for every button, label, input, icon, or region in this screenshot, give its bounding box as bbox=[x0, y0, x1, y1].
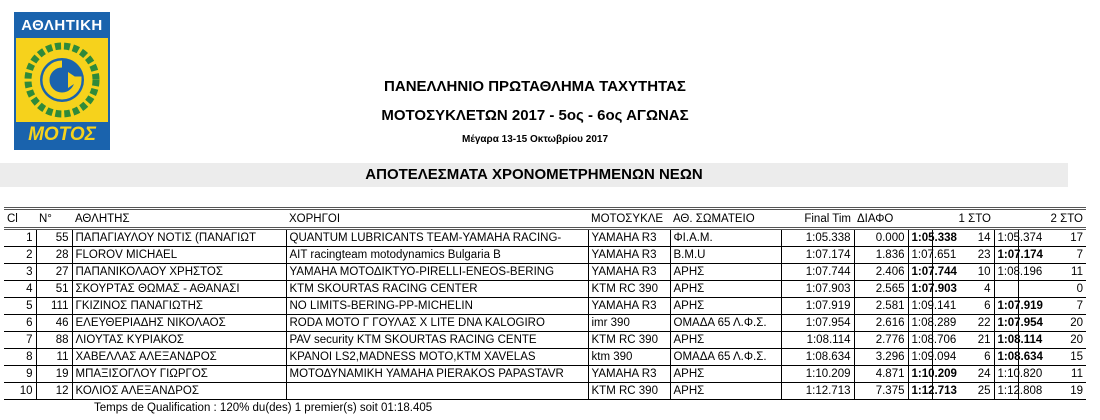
cell-sponsors: KTM SKOURTAS RACING CENTER bbox=[286, 281, 588, 298]
cell-final-time: 1:12.713 bbox=[781, 383, 854, 400]
cell-lap2-time: 1:07.919 bbox=[994, 298, 1018, 315]
cell-lap1-count: 23 bbox=[932, 247, 994, 264]
cell-race-number: 46 bbox=[36, 315, 72, 332]
cell-athlete: ΜΠΑΞΙΣΟΓΛΟΥ ΓΙΩΡΓΟΣ bbox=[72, 366, 286, 383]
col-header-final-time: Final Tim bbox=[781, 209, 854, 229]
cell-lap2-time: 1:05.374 bbox=[994, 229, 1018, 247]
cell-lap1-time: 1:09.141 bbox=[908, 298, 932, 315]
cell-lap1-count: 10 bbox=[932, 264, 994, 281]
logo-top-text: ΑΘΛΗΤΙΚΗ bbox=[16, 14, 108, 38]
table-row bbox=[4, 298, 1086, 315]
cell-diff: 1.836 bbox=[854, 247, 908, 264]
cell-motorcycle: YAMAHA R3 bbox=[588, 264, 670, 281]
cell-lap2-time: 1:07.954 bbox=[994, 315, 1018, 332]
cell-final-time: 1:07.174 bbox=[781, 247, 854, 264]
cell-lap2-count: 11 bbox=[1018, 264, 1086, 281]
cell-club: ΦΙ.Α.Μ. bbox=[670, 229, 781, 247]
cell-motorcycle: imr 390 bbox=[588, 315, 670, 332]
cell-lap2-count: 17 bbox=[1018, 229, 1086, 247]
cell-lap1-count: 6 bbox=[932, 298, 994, 315]
col-header-athlete: ΑΘΛΗΤΗΣ bbox=[72, 209, 286, 229]
cell-lap1-time: 1:08.706 bbox=[908, 332, 932, 349]
cell-motorcycle: YAMAHA R3 bbox=[588, 366, 670, 383]
cell-final-time: 1:07.954 bbox=[781, 315, 854, 332]
results-table bbox=[4, 207, 1086, 400]
cell-motorcycle: KTM RC 390 bbox=[588, 332, 670, 349]
cell-lap1-time: 1:07.744 bbox=[908, 264, 932, 281]
cell-race-number: 55 bbox=[36, 229, 72, 247]
cell-race-number: 19 bbox=[36, 366, 72, 383]
cell-club: ΑΡΗΣ bbox=[670, 264, 781, 281]
col-header-diff: ΔΙΑΦΟ bbox=[854, 209, 908, 229]
cell-motorcycle: YAMAHA R3 bbox=[588, 229, 670, 247]
cell-athlete: ΕΛΕΥΘΕΡΙΑΔΗΣ ΝΙΚΟΛΑΟΣ bbox=[72, 315, 286, 332]
cell-lap2-count: 20 bbox=[1018, 315, 1086, 332]
cell-athlete: ΓΚΙΖΙΝΟΣ ΠΑΝΑΓΙΩΤΗΣ bbox=[72, 298, 286, 315]
cell-position: 4 bbox=[4, 281, 36, 298]
cell-position: 2 bbox=[4, 247, 36, 264]
cell-final-time: 1:07.919 bbox=[781, 298, 854, 315]
cell-diff: 4.871 bbox=[854, 366, 908, 383]
cell-lap2-time bbox=[994, 281, 1018, 298]
cell-diff: 2.565 bbox=[854, 281, 908, 298]
cell-lap1-time: 1:09.094 bbox=[908, 349, 932, 366]
cell-sponsors bbox=[286, 383, 588, 400]
cell-sponsors: YAMAHA ΜΟΤΟΔΙΚΤΥΟ-PIRELLI-ENEOS-BERING bbox=[286, 264, 588, 281]
cell-sponsors: ΚΡΑΝΟΙ LS2,MADNESS MOTO,KTM XAVELAS bbox=[286, 349, 588, 366]
col-header-lap1: 1 ΣΤΟ bbox=[908, 209, 994, 229]
cell-lap1-time: 1:07.903 bbox=[908, 281, 932, 298]
cell-lap2-count: 11 bbox=[1018, 366, 1086, 383]
cell-motorcycle: ktm 390 bbox=[588, 349, 670, 366]
cell-lap2-time: 1:07.174 bbox=[994, 247, 1018, 264]
table-row bbox=[4, 366, 1086, 383]
cell-athlete: ΚΟΛΙΟΣ ΑΛΕΞΑΝΔΡΟΣ bbox=[72, 383, 286, 400]
cell-final-time: 1:08.634 bbox=[781, 349, 854, 366]
cell-diff: 3.296 bbox=[854, 349, 908, 366]
cell-lap1-time: 1:12.713 bbox=[908, 383, 932, 400]
cell-sponsors: RODA MOTO Γ ΓΟΥΛΑΣ X LITE DNA KALOGIRO bbox=[286, 315, 588, 332]
cell-club: ΑΡΗΣ bbox=[670, 281, 781, 298]
col-header-cl: Cl bbox=[4, 209, 36, 229]
cell-lap2-time: 1:08.114 bbox=[994, 332, 1018, 349]
cell-final-time: 1:07.903 bbox=[781, 281, 854, 298]
cell-position: 6 bbox=[4, 315, 36, 332]
event-date: Μέγαρα 13-15 Οκτωβρίου 2017 bbox=[461, 134, 609, 145]
cell-position: 5 bbox=[4, 298, 36, 315]
cell-club: ΑΡΗΣ bbox=[670, 332, 781, 349]
table-row bbox=[4, 264, 1086, 281]
cell-lap1-count: 6 bbox=[932, 349, 994, 366]
cell-final-time: 1:07.744 bbox=[781, 264, 854, 281]
cell-club: B.M.U bbox=[670, 247, 781, 264]
cell-lap2-time: 1:08.196 bbox=[994, 264, 1018, 281]
table-row bbox=[4, 247, 1086, 264]
cell-lap1-count: 21 bbox=[932, 332, 994, 349]
cell-sponsors: AIT racingteam motodynamics Bulgaria B bbox=[286, 247, 588, 264]
cell-lap1-count: 14 bbox=[932, 229, 994, 247]
cell-race-number: 88 bbox=[36, 332, 72, 349]
cell-lap2-count: 15 bbox=[1018, 349, 1086, 366]
table-row bbox=[4, 332, 1086, 349]
cell-athlete: FLOROV MICHAEL bbox=[72, 247, 286, 264]
cell-lap1-time: 1:07.651 bbox=[908, 247, 932, 264]
table-row bbox=[4, 383, 1086, 400]
cell-sponsors: QUANTUM LUBRICANTS TEAM-YAMAHA RACING- bbox=[286, 229, 588, 247]
cell-athlete: ΠΑΠΑΝΙΚΟΛΑΟΥ ΧΡΗΣΤΟΣ bbox=[72, 264, 286, 281]
col-header-sponsors: ΧΟΡΗΓΟΙ bbox=[286, 209, 588, 229]
cell-position: 8 bbox=[4, 349, 36, 366]
cell-lap2-count: 0 bbox=[1018, 281, 1086, 298]
cell-lap1-count: 24 bbox=[932, 366, 994, 383]
cell-lap2-count: 7 bbox=[1018, 247, 1086, 264]
cell-position: 9 bbox=[4, 366, 36, 383]
cell-sponsors: ΜΟΤΟΔΥΝΑΜΙΚΗ YAMAHA PIERAKOS PAPASTAVR bbox=[286, 366, 588, 383]
cell-athlete: ΛΙΟΥΤΑΣ ΚΥΡΙΑΚΟΣ bbox=[72, 332, 286, 349]
cell-position: 1 bbox=[4, 229, 36, 247]
table-row bbox=[4, 315, 1086, 332]
cell-lap2-count: 7 bbox=[1018, 298, 1086, 315]
table-row bbox=[4, 349, 1086, 366]
cell-diff: 2.581 bbox=[854, 298, 908, 315]
cell-race-number: 27 bbox=[36, 264, 72, 281]
cell-club: ΟΜΑΔΑ 65 Λ.Φ.Σ. bbox=[670, 349, 781, 366]
cell-diff: 7.375 bbox=[854, 383, 908, 400]
cell-lap1-count: 25 bbox=[932, 383, 994, 400]
col-header-number: N° bbox=[36, 209, 72, 229]
table-header-row bbox=[4, 209, 1086, 229]
cell-diff: 2.776 bbox=[854, 332, 908, 349]
results-banner: ΑΠΟΤΕΛΕΣΜΑΤΑ ΧΡΟΝΟΜΕΤΡΗΜΕΝΩΝ ΝΕΩΝ bbox=[0, 163, 1068, 187]
cell-position: 7 bbox=[4, 332, 36, 349]
page-title-line2: ΜΟΤΟΣΥΚΛΕΤΩΝ 2017 - 5ος - 6ος ΑΓΩΝΑΣ bbox=[381, 107, 689, 124]
table-row bbox=[4, 281, 1086, 298]
page-title: ΠΑΝΕΛΛΗΝΙΟ ΠΡΩΤΑΘΛΗΜΑ ΤΑΧΥΤΗΤΑΣ bbox=[384, 78, 686, 95]
cell-motorcycle: KTM RC 390 bbox=[588, 281, 670, 298]
logo-bottom-text: ΜΟΤΟΣ bbox=[16, 122, 108, 148]
cell-motorcycle: YAMAHA R3 bbox=[588, 247, 670, 264]
cell-diff: 2.406 bbox=[854, 264, 908, 281]
cell-race-number: 51 bbox=[36, 281, 72, 298]
col-header-club: ΑΘ. ΣΩΜΑΤΕΙΟ bbox=[670, 209, 781, 229]
cell-sponsors: PAV security KTM SKOURTAS RACING CENTE bbox=[286, 332, 588, 349]
cell-diff: 2.616 bbox=[854, 315, 908, 332]
cell-race-number: 28 bbox=[36, 247, 72, 264]
qualification-note: Temps de Qualification : 120% du(des) 1 premier(s) soit 01:18.405 bbox=[94, 402, 433, 414]
cell-diff: 0.000 bbox=[854, 229, 908, 247]
table-row bbox=[4, 229, 1086, 247]
cell-motorcycle: KTM RC 390 bbox=[588, 383, 670, 400]
cell-race-number: 12 bbox=[36, 383, 72, 400]
cell-final-time: 1:08.114 bbox=[781, 332, 854, 349]
cell-lap1-time: 1:10.209 bbox=[908, 366, 932, 383]
cell-club: ΑΡΗΣ bbox=[670, 366, 781, 383]
col-header-lap2: 2 ΣΤΟ bbox=[994, 209, 1086, 229]
cell-athlete: ΠΑΠΑΓΙΑΥΛΟΥ ΝΟΤΙΣ (ΠΑΝΑΓΙΩΤ bbox=[72, 229, 286, 247]
cell-lap2-time: 1:12.808 bbox=[994, 383, 1018, 400]
cell-athlete: ΣΚΟΥΡΤΑΣ ΘΩΜΑΣ - ΑΘΑΝΑΣΙ bbox=[72, 281, 286, 298]
cell-sponsors: NO LIMITS-BERING-PP-MICHELIN bbox=[286, 298, 588, 315]
cell-final-time: 1:10.209 bbox=[781, 366, 854, 383]
cell-lap1-count: 4 bbox=[932, 281, 994, 298]
cell-final-time: 1:05.338 bbox=[781, 229, 854, 247]
cell-lap2-count: 20 bbox=[1018, 332, 1086, 349]
cell-lap1-time: 1:08.289 bbox=[908, 315, 932, 332]
cell-lap2-time: 1:10.820 bbox=[994, 366, 1018, 383]
cell-race-number: 111 bbox=[36, 298, 72, 315]
cell-position: 10 bbox=[4, 383, 36, 400]
cell-race-number: 11 bbox=[36, 349, 72, 366]
cell-club: ΑΡΗΣ bbox=[670, 298, 781, 315]
cell-motorcycle: YAMAHA R3 bbox=[588, 298, 670, 315]
cell-club: ΟΜΑΔΑ 65 Λ.Φ.Σ. bbox=[670, 315, 781, 332]
cell-athlete: ΧΑΒΕΛΛΑΣ ΑΛΕΞΑΝΔΡΟΣ bbox=[72, 349, 286, 366]
col-header-motorcycle: ΜΟΤΟΣΥΚΛΕ bbox=[588, 209, 670, 229]
cell-lap2-time: 1:08.634 bbox=[994, 349, 1018, 366]
cell-position: 3 bbox=[4, 264, 36, 281]
cell-lap1-count: 22 bbox=[932, 315, 994, 332]
cell-lap1-time: 1:05.338 bbox=[908, 229, 932, 247]
cell-lap2-count: 19 bbox=[1018, 383, 1086, 400]
cell-club: ΑΡΗΣ bbox=[670, 383, 781, 400]
